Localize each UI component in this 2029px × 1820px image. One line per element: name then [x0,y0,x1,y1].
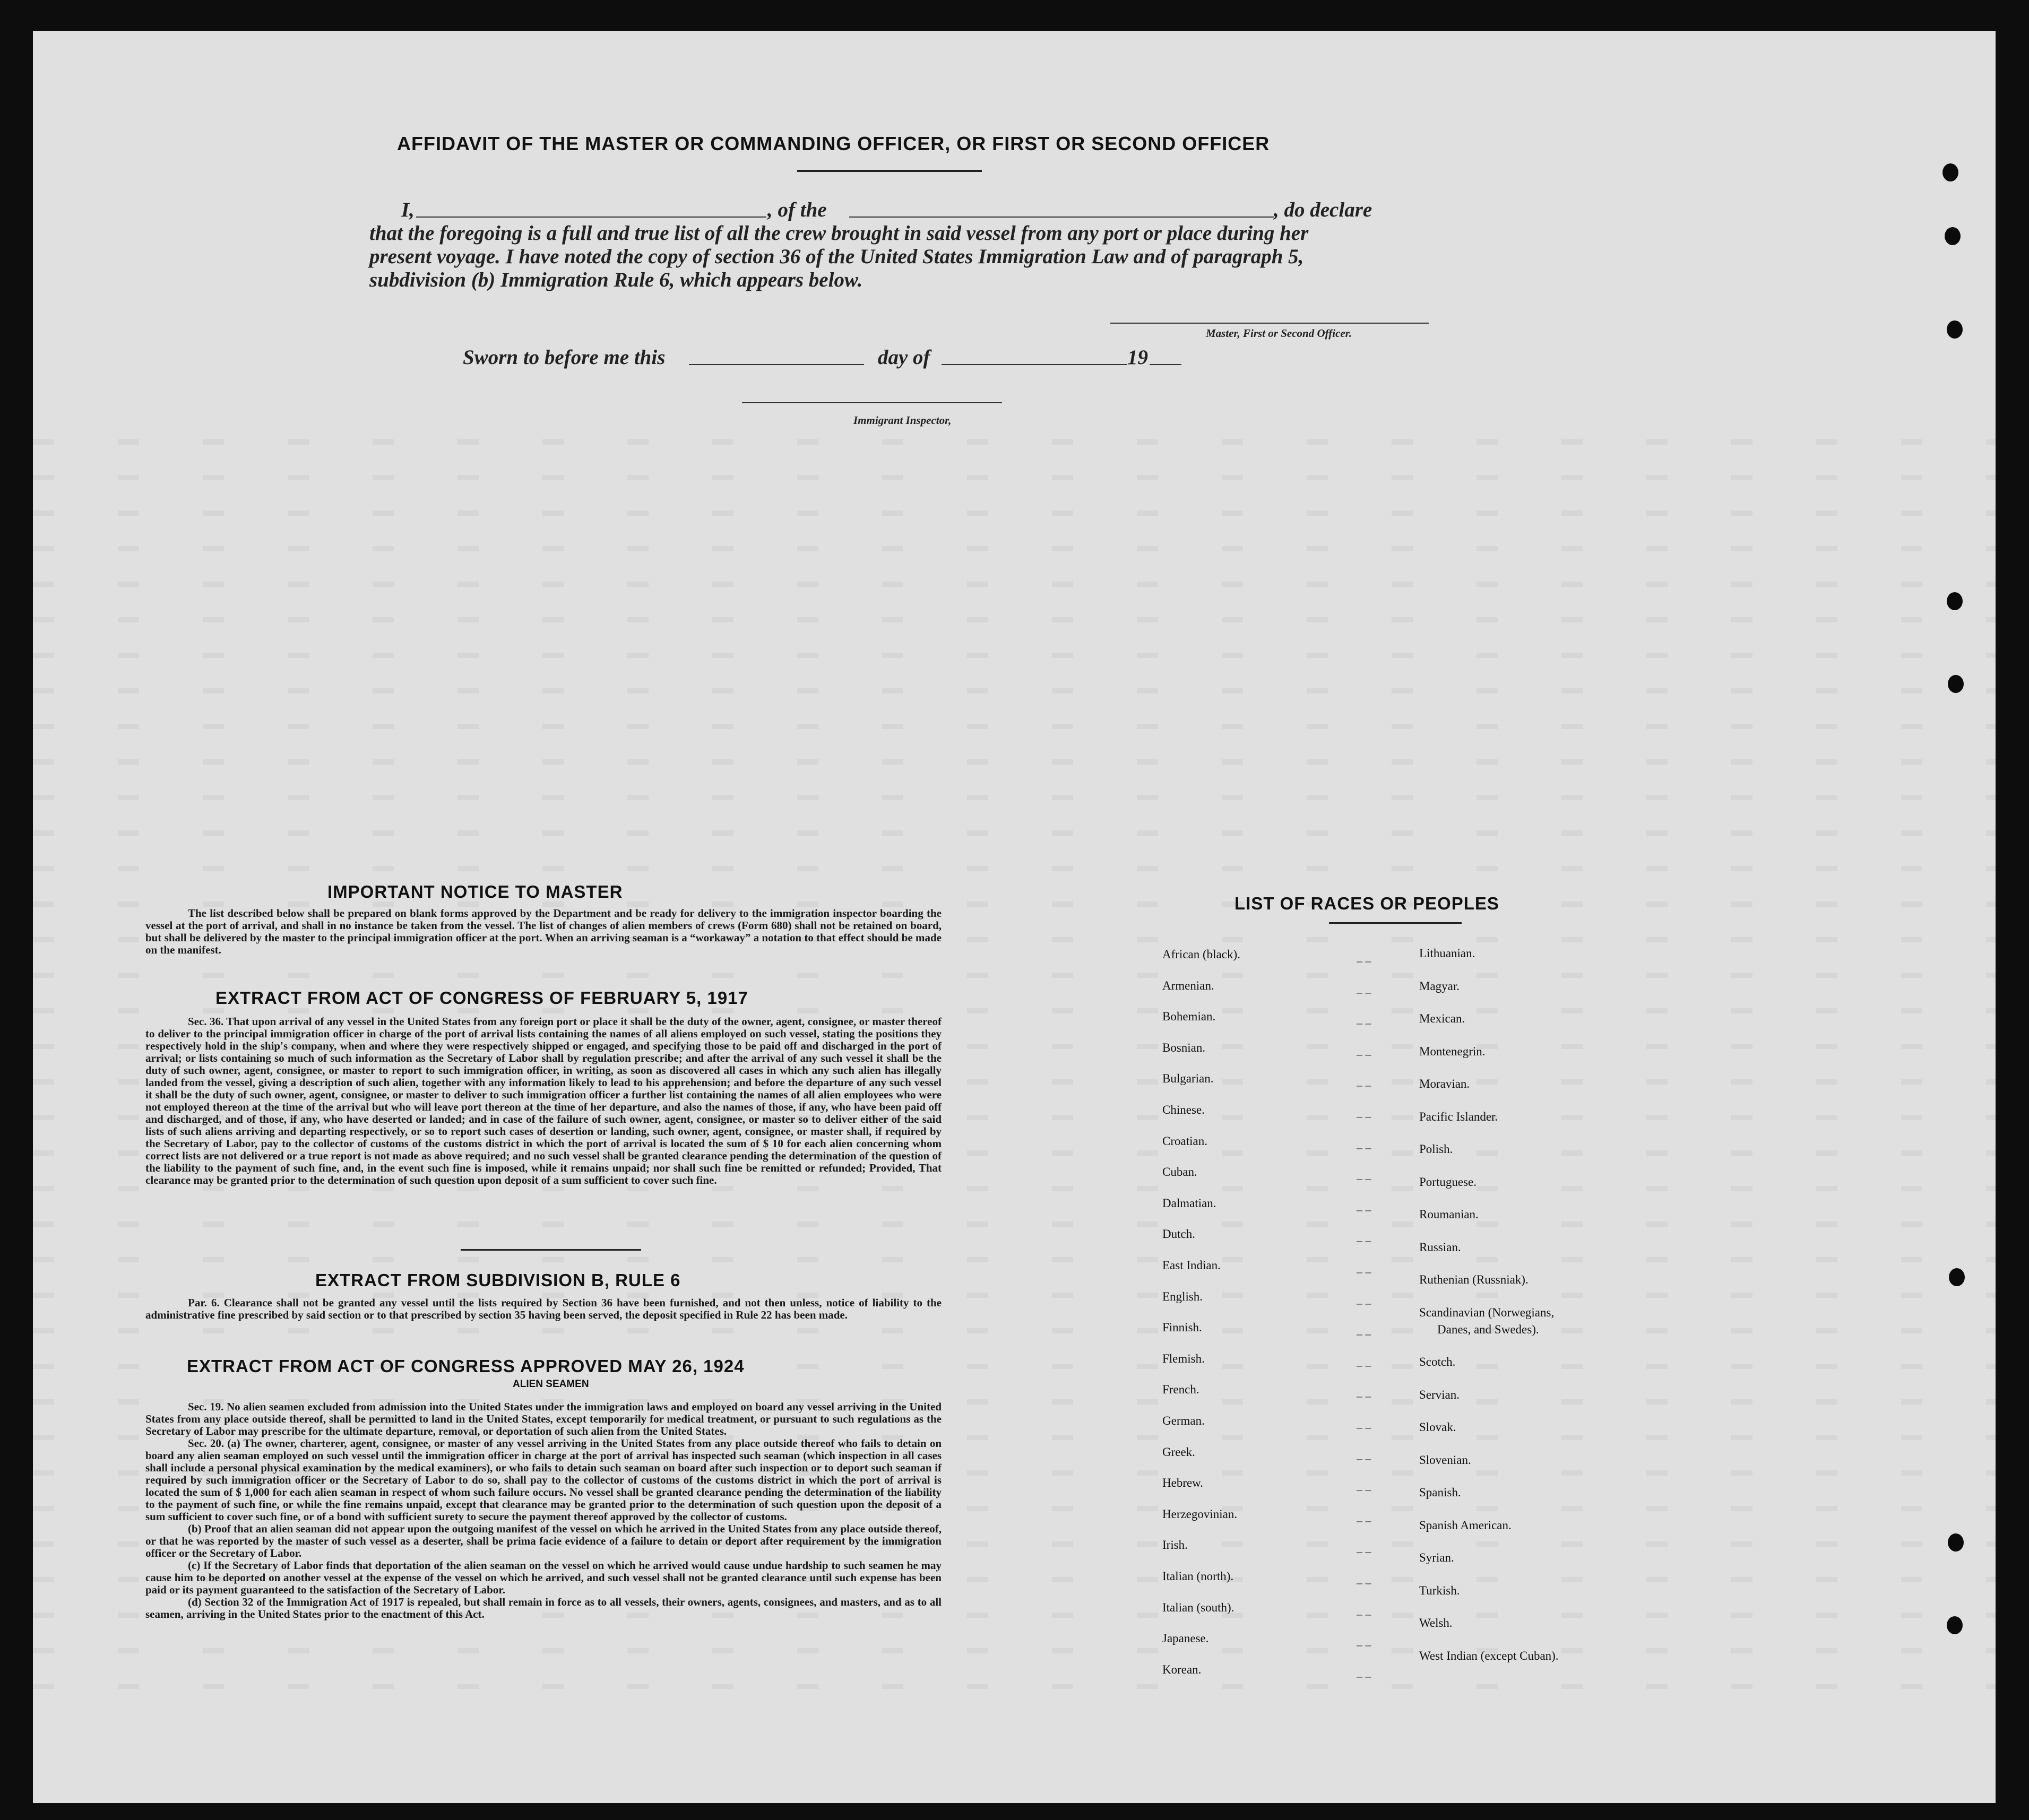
extract-1924-subtitle: ALIEN SEAMEN [513,1379,589,1390]
bleed-row [33,866,1996,871]
manifest-page [33,31,1996,1803]
race-left-item: French. [1162,1383,1199,1397]
affidavit-i-label: I, [401,198,415,221]
affidavit-line-3: present voyage. I have noted the copy of section 36 of the United States Immigration Law and of paragraph 5, [369,245,1304,268]
race-separator-dash: – – [1357,1669,1371,1683]
race-left-item: Cuban. [1162,1165,1197,1179]
race-left-item: Irish. [1162,1538,1188,1552]
race-right-item: Spanish American. [1419,1518,1512,1532]
extract-1917-rule [461,1249,641,1251]
race-separator-dash: – – [1357,1576,1371,1589]
race-separator-dash: – – [1357,1607,1371,1620]
race-left-item: Japanese. [1162,1632,1209,1645]
bleed-row [33,510,1996,516]
bleed-row [33,1328,1996,1333]
master-signature-line [1110,323,1429,324]
race-right-item: Roumanian. [1419,1208,1479,1221]
extract-rule6-body: Par. 6. Clearance shall not be granted any vessel until the lists required by Section 36 have been furnished, and not then unless, notice of liability to the administrative fine prescribed by said section or to that prescribed by section 35 having been served, the deposit specified in Rule 22 has been made. [145,1296,942,1321]
master-caption: Master, First or Second Officer. [1206,327,1352,340]
extract-1924-title: EXTRACT FROM ACT OF CONGRESS APPROVED MAY 26, 1924 [187,1356,745,1376]
race-separator-dash: – – [1357,1545,1371,1558]
race-left-item: East Indian. [1162,1259,1221,1272]
bleed-row [33,546,1996,551]
race-left-item: Flemish. [1162,1351,1205,1365]
race-right-item: Mexican. [1419,1012,1465,1025]
bleed-row [33,1648,1996,1653]
notice-body: The list described below shall be prepared on blank forms approved by the Department and be ready for delivery to the immigration inspector boarding the vessel at the port of arrival, and shall in no instance be taken from the vessel. The list of changes of alien members of crews (Form 680) shall not be retained on board, but shall be delivered by the master to the principal immigration officer at the port. When an arriving seaman is a “workaway” a notation to that effect should be made on the manifest. [145,907,942,956]
race-right-item: Syrian. [1419,1551,1454,1564]
race-right-item: Montenegrin. [1419,1044,1486,1058]
binder-hole [1948,675,1964,693]
race-right-item: Magyar. [1419,979,1460,993]
bleed-row [33,795,1996,800]
extract-1924-sec20c: (c) If the Secretary of Labor finds that deportation of the alien seaman on the vessel on which he arrived would cause undue hardship to such seamen he may cause him to be deported on another vessel at the expense of the vessel on which he arrived, and such vessel shall not be granted clearance until such expense has been paid or its payment guaranteed to the satisfaction of the Secretary of Labor. [145,1559,942,1596]
race-right-item: Danes, and Swedes). [1437,1322,1539,1336]
vessel-line [849,216,1274,218]
binder-hole [1949,1268,1965,1286]
race-right-item: Welsh. [1419,1616,1453,1630]
race-left-item: Finnish. [1162,1321,1202,1334]
race-separator-dash: – – [1357,1513,1371,1527]
bleed-row [33,759,1996,765]
bleed-row [33,973,1996,978]
race-left-item: Italian (south). [1162,1600,1234,1614]
inspector-signature-line [742,402,1002,403]
race-separator-dash: – – [1357,1296,1371,1310]
extract-1924-sec20d: (d) Section 32 of the Immigration Act of 1917 is repealed, but shall remain in force as to all vessels, their owners, agents, consignees, and masters, and as to all seamen, arriving in the United States prior to the enactment of this Act. [145,1596,942,1620]
bleed-row [33,617,1996,622]
race-separator-dash: – – [1357,985,1371,999]
affidavit-of-the-label: , of the [767,198,827,221]
race-left-item: Chinese. [1162,1103,1205,1116]
extract-1917-title: EXTRACT FROM ACT OF CONGRESS OF FEBRUARY 5, 1917 [215,988,748,1008]
race-right-item: Lithuanian. [1419,947,1475,960]
bleed-row [33,653,1996,658]
bleed-row [33,1008,1996,1013]
bleed-row [33,582,1996,587]
notice-title: IMPORTANT NOTICE TO MASTER [327,882,623,902]
race-right-item: Servian. [1419,1388,1460,1401]
race-separator-dash: – – [1357,1202,1371,1216]
race-separator-dash: – – [1357,1110,1371,1123]
race-right-item: Slovenian. [1419,1453,1471,1467]
bleed-row [33,1684,1996,1689]
race-right-item: Russian. [1419,1240,1461,1254]
race-separator-dash: – – [1357,1172,1371,1185]
sworn-label: Sworn to before me this [463,346,666,369]
race-right-item: West Indian (except Cuban). [1419,1649,1559,1662]
race-right-item: Pacific Islander. [1419,1110,1498,1123]
race-left-item: Armenian. [1162,978,1214,992]
race-left-item: Greek. [1162,1445,1195,1459]
day-of-label: day of [878,346,930,369]
race-left-item: Bosnian. [1162,1041,1206,1054]
year-label: 19 [1127,346,1148,369]
race-left-item: African (black). [1162,948,1240,961]
races-title-rule [1329,922,1462,924]
bleed-row [33,902,1996,907]
inspector-caption: Immigrant Inspector, [853,414,952,427]
sworn-day-line [689,364,864,365]
race-left-item: Dutch. [1162,1227,1195,1241]
race-right-item: Moravian. [1419,1077,1470,1090]
race-separator-dash: – – [1357,1483,1371,1496]
binder-hole [1947,1616,1963,1634]
race-right-item: Scotch. [1419,1355,1456,1368]
race-separator-dash: – – [1357,1265,1371,1278]
binder-hole [1942,163,1958,181]
race-left-item: Hebrew. [1162,1476,1204,1490]
race-separator-dash: – – [1357,1451,1371,1465]
binder-hole [1947,592,1963,610]
affidavit-title-rule [797,170,982,172]
race-left-item: Croatian. [1162,1134,1207,1148]
affidavit-declare-label: , do declare [1274,198,1372,221]
extract-1924-section [145,1401,942,1620]
extract-rule6-title: EXTRACT FROM SUBDIVISION B, RULE 6 [315,1270,681,1290]
race-separator-dash: – – [1357,1234,1371,1247]
race-separator-dash: – – [1357,1327,1371,1341]
bleed-row [33,1186,1996,1191]
binder-hole [1945,227,1961,245]
bleed-row [33,688,1996,694]
extract-1917-section [145,1016,942,1186]
race-right-item: Portuguese. [1419,1175,1477,1189]
race-left-item: Korean. [1162,1662,1202,1676]
race-separator-dash: – – [1357,1358,1371,1372]
bleed-row [33,1221,1996,1227]
race-separator-dash: – – [1357,1420,1371,1434]
affidavit-title: AFFIDAVIT OF THE MASTER OR COMMANDING OFFICER, OR FIRST OR SECOND OFFICER [397,133,1270,154]
affidavit-line-4: subdivision (b) Immigration Rule 6, which appears below. [369,268,863,291]
extract-1924-sec20a: Sec. 20. (a) The owner, charterer, agent, consignee, or master of any vessel arriving in the United States from any place outside thereof who fails to detain on board any alien seaman employed on such vessel until the immigration officer in charge at the port of arrival has inspected such seaman (which inspection in all cases shall include a personal physical examination by the medical examiners), or who fails to detain such seaman on board after such inspection or to deport such seaman if required by such immigration officer or the Secretary of Labor to do so, shall pay to the collector of customs of the customs district in which the port of arrival is located the sum of $ 1,000 for each alien seaman in respect of whom such failure occurs. No vessel shall be granted clearance pending the determination of the liability to the payment of such fine, or while the fine remains unpaid, except that clearance may be granted prior to the determination of such question upon the deposit of a sum sufficient to cover such fine, or of a bond with sufficient surety to secure the payment thereof approved by the collector of customs. [145,1437,942,1523]
race-separator-dash: – – [1357,1016,1371,1030]
bleed-row [33,439,1996,445]
race-separator-dash: – – [1357,1389,1371,1403]
race-separator-dash: – – [1357,1047,1371,1061]
sworn-year-line [1150,364,1181,365]
notice-section [145,907,942,956]
bleed-row [33,475,1996,480]
race-separator-dash: – – [1357,1078,1371,1092]
bleed-row [33,1257,1996,1262]
extract-1924-sec19: Sec. 19. No alien seamen excluded from admission into the United States under the immigration laws and employed on board any vessel arriving in the United States from any place outside thereof, shall be permitted to land in the United States, except temporarily for medical treatment, or pursuant to such regulations as the Secretary of Labor may prescribe for the ultimate departure, removal, or deportation of such alien from the United States. [145,1400,942,1437]
race-left-item: Italian (north). [1162,1570,1234,1583]
race-right-item: Polish. [1419,1142,1453,1156]
race-left-item: Dalmatian. [1162,1196,1216,1210]
races-title: LIST OF RACES OR PEOPLES [1234,894,1499,913]
extract-rule6-section [145,1297,942,1321]
race-right-item: Scandinavian (Norwegians, [1419,1305,1555,1319]
binder-hole [1947,320,1963,339]
sworn-month-line [942,364,1127,365]
extract-1924-sec20b: (b) Proof that an alien seaman did not appear upon the outgoing manifest of the vessel on which he arrived in the United States from any place outside thereof, or that he was reported by the master of such vessel as a deserter, shall be prima facie evidence of a failure to detain or deport after requirement by the immigration officer or the Secretary of Labor. [145,1522,942,1559]
race-separator-dash: – – [1357,1140,1371,1154]
race-left-item: English. [1162,1289,1203,1303]
race-left-item: Bulgarian. [1162,1072,1214,1086]
name-line [416,216,766,218]
race-right-item: Turkish. [1419,1583,1460,1597]
binder-hole [1948,1533,1964,1552]
race-separator-dash: – – [1357,1638,1371,1652]
affidavit-line-2: that the foregoing is a full and true list of all the crew brought in said vessel from any port or place during her [369,222,1309,245]
race-left-item: German. [1162,1414,1205,1427]
race-right-item: Ruthenian (Russniak). [1419,1273,1529,1286]
race-separator-dash: – – [1357,954,1371,967]
race-right-item: Spanish. [1419,1486,1461,1499]
bleed-row [33,724,1996,729]
race-right-item: Slovak. [1419,1420,1456,1434]
extract-1917-body: Sec. 36. That upon arrival of any vessel in the United States from any foreign port or place it shall be the duty of the owner, agent, consignee, or master thereof to deliver to the principal immigration officer in charge of the port of arrival lists containing the names of all aliens employed on such vessel, stating the positions they respectively hold in the ship's company, when and where they were respectively shipped or engaged, and specifying those to be paid off and discharged in the port of arrival; or lists containing so much of such information as the Secretary of Labor shall by regulation prescribe; and after the arrival of any such vessel it shall be the duty of such owner, agent, consignee, or master to report to such immigration officer, in writing, as soon as discovered all cases in which any such alien has illegally landed from the vessel, giving a description of such alien, together with any information likely to lead to his apprehension; and before the departure of any such vessel it shall be the duty of such owner, agent, consignee, or master to deliver to such immigration officer a further list containing the names of all alien employees who were not employed thereon at the time of the arrival but who will leave port thereon at the time of her departure, and also the names of those, if any, who have been paid off and discharged, and of those, if any, who have deserted or landed; and in case of the failure of such owner, agent, consignee, or master so to deliver either of the said lists of such aliens arriving and departing respectively, or so to report such cases of desertion or landing, such owner, agent, consignee, or master shall, if required by the Secretary of Labor, pay to the collector of customs of the customs district in which the port of arrival is located the sum of $ 10 for each alien concerning whom correct lists are not delivered or a true report is not made as above required; and no such vessel shall be granted clearance pending the determination of the question of the liability to the payment of such fine, and, in the event such fine is imposed, while it remains unpaid; nor shall such fine be remitted or refunded; Provided, That clearance may be granted prior to the determination of such question upon deposit of a sum sufficient to cover such fine. [145,1015,942,1186]
race-left-item: Herzegovinian. [1162,1507,1238,1521]
race-left-item: Bohemian. [1162,1010,1216,1024]
bleed-row [33,830,1996,836]
